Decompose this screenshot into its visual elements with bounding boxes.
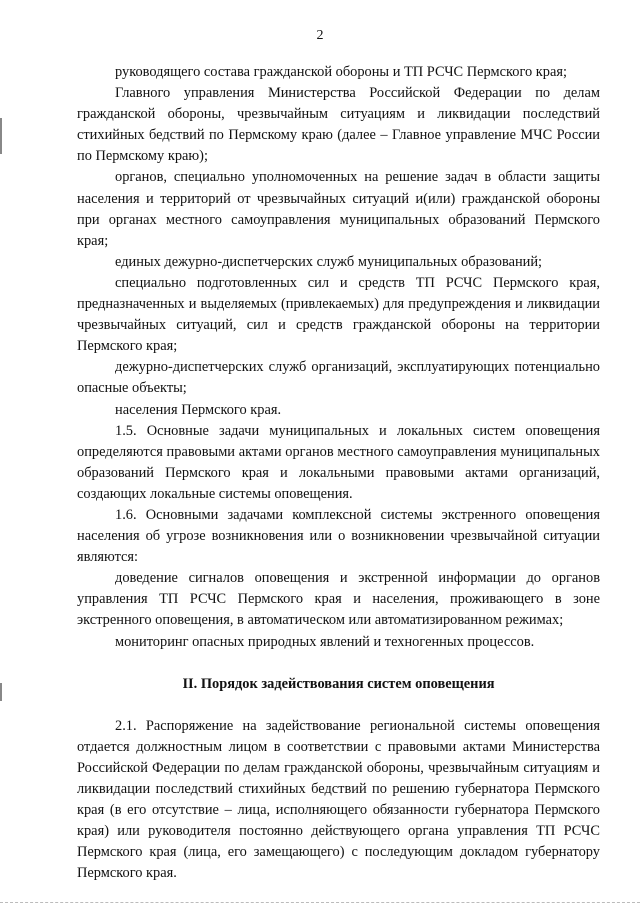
paragraph: 1.6. Основными задачами комплексной системы экстренного оповещения населения об угрозе возникновения или о возникновении чрезвычайной ситуации являются: [77,506,600,566]
scan-edge-mark [0,118,2,154]
paragraph: населения Пермского края. [115,401,282,418]
paragraph: органов, специально уполномоченных на решение задач в области защиты населения и территорий от чрезвычайных ситуаций и(или) гражданской обороны при органах местного самоуправления муниципальных образований Пермского края; [77,169,600,249]
page-number: 2 [316,28,324,43]
spacer [77,653,600,674]
paragraph: 2.1. Распоряжение на задействование региональной системы оповещения отдается должностным лицом в соответствии с правовыми актами Министерства Российской Федерации по делам гражданской обороны, чрезвычайным ситуациям и ликвидации последствий стихийных бедствий по решению губернатора Пермского края (в его отсутствие – лица, исполняющего обязанности губернатора Пермского края) или руководителя постоянно действующего органа управления ТП РСЧС Пермского края (лица, его замещающего) с последующим докладом губернатору Пермского края. [77,717,600,882]
paragraph: доведение сигналов оповещения и экстренной информации до органов управления ТП РСЧС Пермского края и населения, проживающего в зоне экстренного оповещения, в автоматическом или автоматизированном режимах; [77,570,600,629]
spacer [77,695,600,716]
scan-bottom-rule [0,902,640,904]
paragraph: мониторинг опасных природных явлений и техногенных процессов. [115,633,535,650]
paragraph: дежурно-диспетчерских служб организаций, эксплуатирующих потенциально опасные объекты; [77,359,600,397]
scan-edge-mark [0,683,2,701]
paragraph: специально подготовленных сил и средств ТП РСЧС Пермского края, предназначенных и выделяемых (привлекаемых) для предупреждения и ликвидации чрезвычайных ситуаций, сил и средств гражданской обороны на территории Пермского края; [77,274,600,355]
paragraph: единых дежурно-диспетчерских служб муниципальных образований; [115,253,543,270]
paragraph: руководящего состава гражданской обороны и ТП РСЧС Пермского края; [115,64,567,80]
section-heading: II. Порядок задействования систем оповещения [182,675,495,692]
document-body [77,62,600,884]
paragraph: Главного управления Министерства Российской Федерации по делам гражданской обороны, чрезвычайным ситуациям и ликвидации последствий стихийных бедствий по Пермскому краю (далее – Главное управление МЧС России по Пермскому краю); [77,85,600,165]
paragraph: 1.5. Основные задачи муниципальных и локальных систем оповещения определяются правовыми актами органов местного самоуправления муниципальных образований Пермского края и локальными правовыми актами организаций, создающих локальные системы оповещения. [77,422,600,502]
